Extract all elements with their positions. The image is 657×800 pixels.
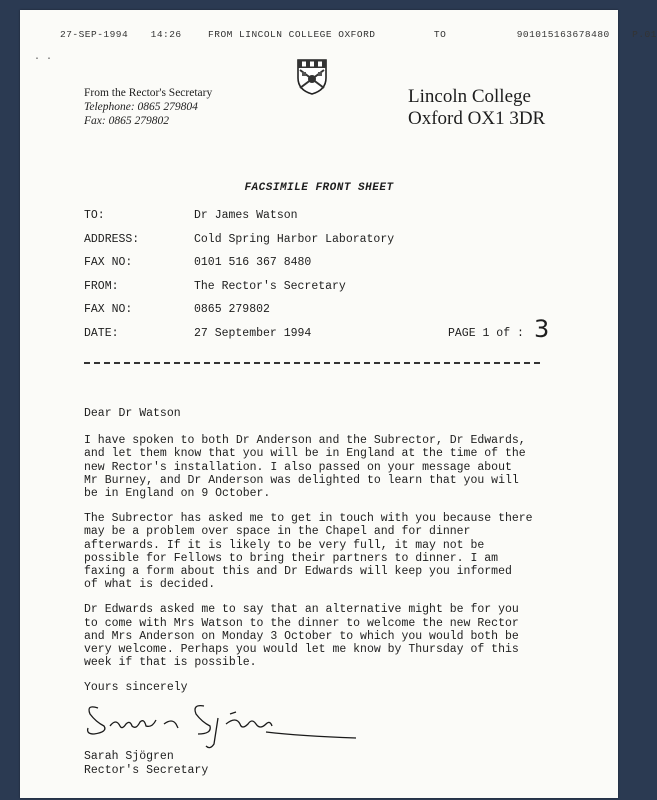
field-row-to	[84, 209, 554, 233]
signer-name: Sarah Sjögren	[84, 750, 174, 763]
field-value: Dr James Watson	[194, 209, 298, 222]
closing: Yours sincerely	[84, 681, 188, 695]
field-label: DATE:	[84, 326, 119, 340]
fax-fields	[84, 209, 554, 351]
fax-date: 27-SEP-1994	[60, 29, 129, 40]
field-value: The Rector's Secretary	[194, 279, 346, 293]
sheet-title: FACSIMILE FRONT SHEET	[244, 182, 394, 194]
paragraph: The Subrector has asked me to get in touch with you because there may be a problem over space in the Chapel and for dinner afterwards. If it is likely to be very full, it may not be possible for Fellows to bring their partners to dinner. I am faxing a form about this and Dr Edwards will keep you informed of what is decided.	[84, 512, 533, 592]
sender-block	[84, 86, 212, 128]
fax-page-number: P.01	[632, 29, 657, 40]
signer-title: Rector's Secretary	[84, 763, 209, 777]
college-address: Oxford OX1 3DR	[408, 108, 546, 129]
field-row-address	[84, 233, 554, 257]
field-label: FAX NO:	[84, 303, 133, 317]
field-label: FAX NO:	[84, 256, 133, 270]
college-crest-icon	[296, 58, 328, 96]
college-name: Lincoln College	[408, 86, 531, 107]
field-row-date	[84, 314, 554, 351]
field-value: 0865 279802	[194, 303, 270, 317]
field-label: ADDRESS:	[84, 232, 140, 246]
divider-rule	[84, 362, 540, 364]
college-letterhead	[408, 86, 545, 130]
handwritten-signature	[80, 694, 360, 754]
salutation: Dear Dr Watson	[84, 407, 181, 420]
field-value: 0101 516 367 8480	[194, 256, 312, 270]
fax-transmission-header	[60, 29, 657, 40]
fax-number: 901015163678480	[516, 29, 610, 40]
paragraph: Dr Edwards asked me to say that an alternative might be for you to come with Mrs Watson to the dinner to welcome the new Rector and Mrs Anderson on Monday 3 October to which you would both be very welcome. Perhaps you would let me know by Thursday of this week if that is possible.	[84, 603, 519, 670]
field-value: 27 September 1994	[194, 326, 312, 340]
field-label: TO:	[84, 209, 105, 222]
fax-from: FROM LINCOLN COLLEGE OXFORD	[208, 29, 376, 40]
sender-fax: Fax: 0865 279802	[84, 115, 169, 127]
fax-time: 14:26	[150, 29, 182, 40]
signoff-block	[84, 750, 208, 777]
field-row-from	[84, 280, 554, 304]
sender-line: From the Rector's Secretary	[84, 87, 213, 99]
paragraph: I have spoken to both Dr Anderson and the Subrector, Dr Edwards, and let them know that you will be in England at the time of the new Rector's installation. I also passed on your message about Mr Burney, and Dr Anderson was delighted to learn that you will be in England on 9 October.	[84, 434, 526, 501]
field-row-fax-from	[84, 303, 554, 327]
scan-marks: · ·	[34, 54, 53, 65]
sender-telephone: Telephone: 0865 279804	[84, 101, 198, 113]
field-value: Cold Spring Harbor Laboratory	[194, 232, 395, 246]
field-label: FROM:	[84, 279, 119, 293]
field-row-fax-to	[84, 256, 554, 280]
letter-body	[84, 407, 564, 707]
page-count-handwritten: 3	[534, 314, 550, 343]
fax-to: TO	[433, 29, 447, 40]
page-count-label: PAGE 1 of :	[448, 326, 524, 340]
fax-page	[20, 10, 657, 798]
